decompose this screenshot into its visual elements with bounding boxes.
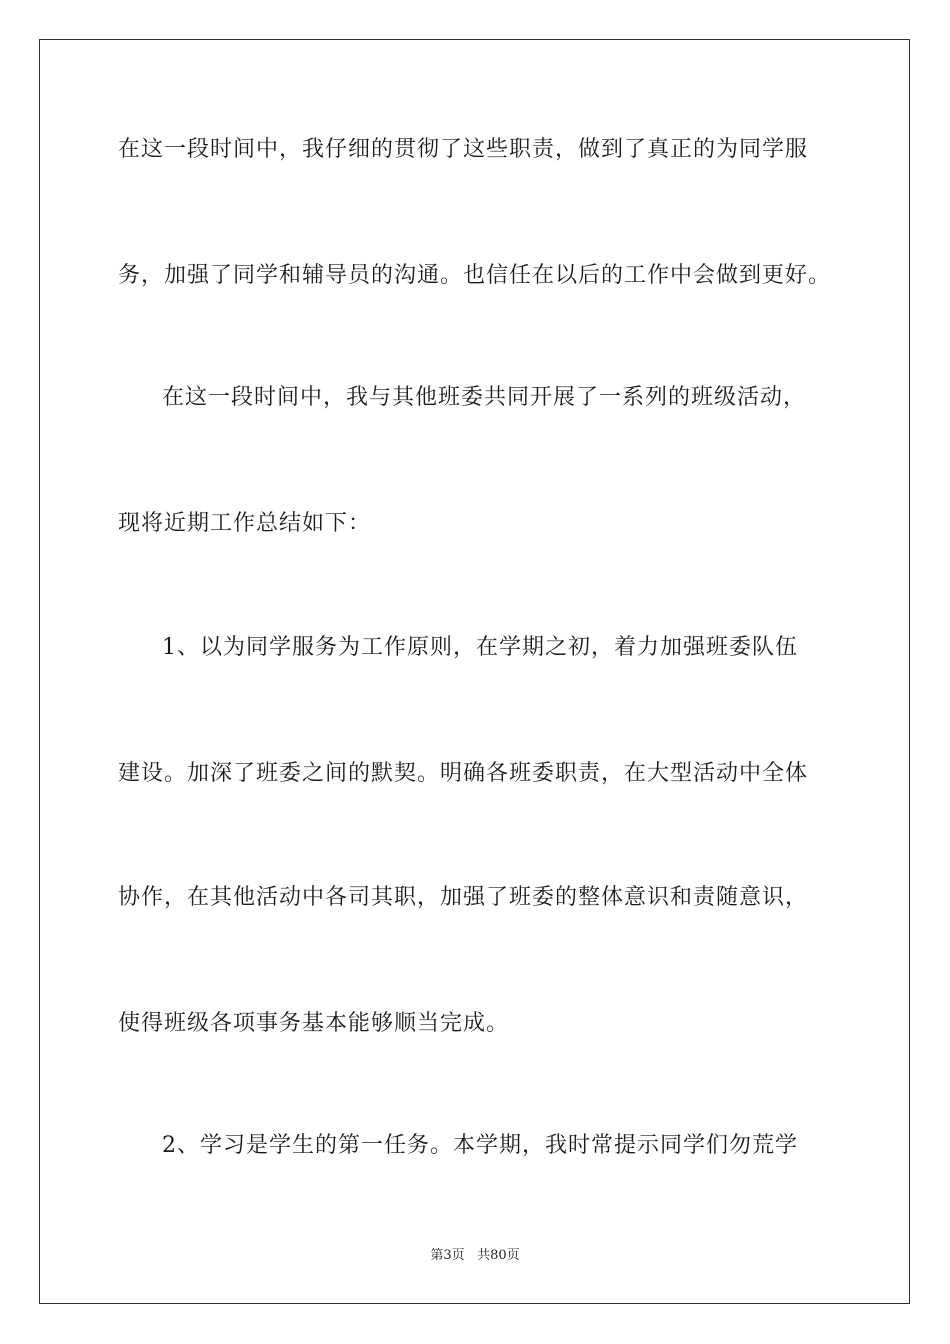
page-footer — [0, 1248, 950, 1264]
text-line: 在这一段时间中，我仔细的贯彻了这些职责，做到了真正的为同学服 — [118, 137, 809, 162]
text-line: 建设。加深了班委之间的默契。明确各班委职责，在大型活动中全体 — [118, 761, 809, 786]
text-line: 现将近期工作总结如下： — [118, 511, 372, 536]
page-number: 第3页 — [430, 1248, 465, 1263]
text-line: 在这一段时间中，我与其他班委共同开展了一系列的班级活动， — [162, 385, 807, 410]
text-line: 使得班级各项事务基本能够顺当完成。 — [118, 1011, 510, 1036]
page-border — [39, 39, 910, 1304]
text-line: 1、以为同学服务为工作原则，在学期之初，着力加强班委队伍 — [162, 635, 798, 660]
page-total: 共80页 — [477, 1248, 520, 1263]
text-line: 协作，在其他活动中各司其职，加强了班委的整体意识和责随意识， — [118, 885, 809, 910]
text-line: 务，加强了同学和辅导员的沟通。也信任在以后的工作中会做到更好。 — [118, 263, 832, 288]
text-line: 2、学习是学生的第一任务。本学期，我时常提示同学们勿荒学 — [162, 1133, 798, 1158]
